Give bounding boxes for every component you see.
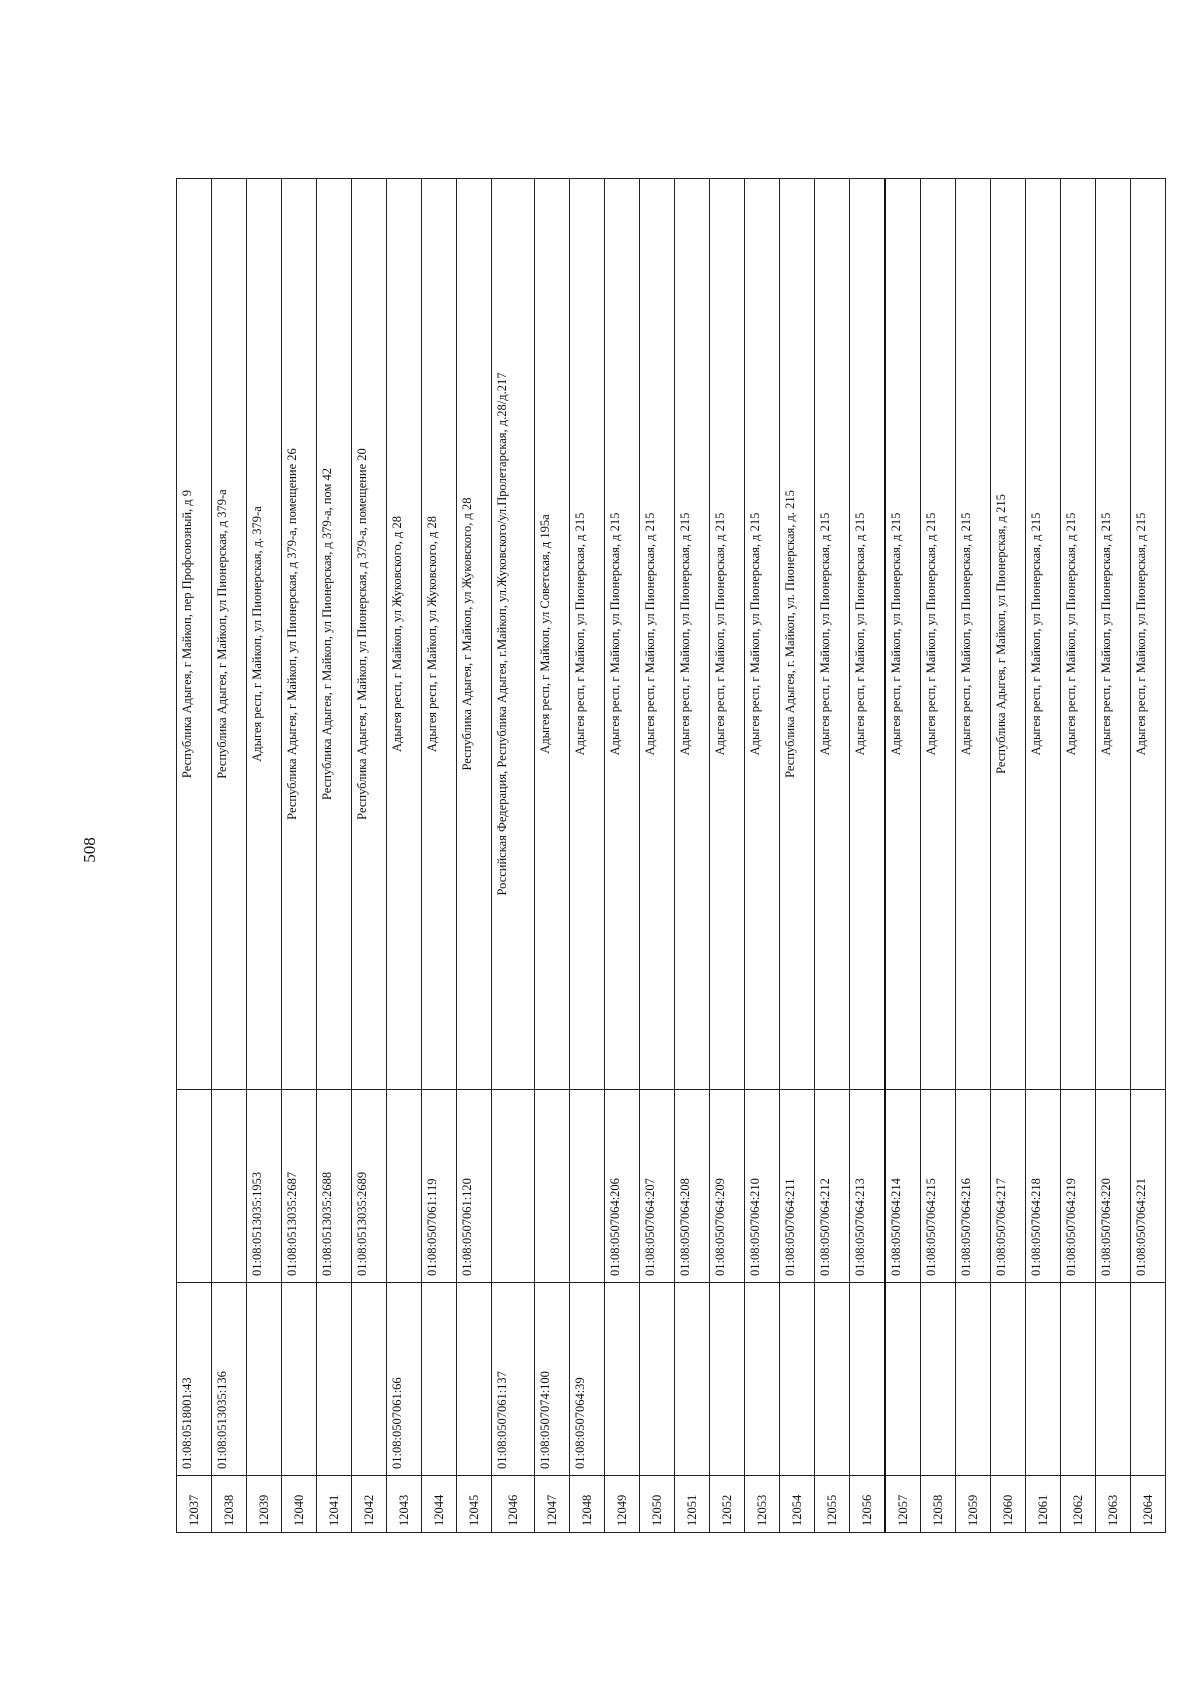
object-number-cell: 01:08:0513035:2688 (317, 1090, 352, 1283)
cadastral-table (176, 178, 1166, 1533)
object-number-cell: 01:08:0507064:209 (710, 1090, 745, 1283)
row-number-cell: 12063 (1096, 1476, 1131, 1533)
object-number-cell: 01:08:0513035:2689 (352, 1090, 387, 1283)
object-number-cell: 01:08:0507064:217 (991, 1090, 1026, 1283)
address-cell: Адыгея респ, г Майкоп, ул Советская, д 195а (535, 179, 570, 1090)
object-number-cell (535, 1090, 570, 1283)
object-number-cell: 01:08:0507064:220 (1096, 1090, 1131, 1283)
row-number-cell: 12046 (492, 1476, 535, 1533)
address-cell: Адыгея респ, г Майкоп, ул Пионерская, д 215 (850, 179, 886, 1090)
object-number-cell: 01:08:0507064:216 (956, 1090, 991, 1283)
object-number-cell: 01:08:0513035:1953 (247, 1090, 282, 1283)
parcel-number-cell (710, 1283, 745, 1476)
address-cell: Адыгея респ, г Майкоп, ул Жуковского, д 28 (387, 179, 422, 1090)
object-number-cell: 01:08:0507064:214 (885, 1090, 921, 1283)
row-number-cell: 12056 (850, 1476, 886, 1533)
parcel-number-cell (1026, 1283, 1061, 1476)
address-cell: Адыгея респ, г Майкоп, ул Пионерская, д 215 (815, 179, 850, 1090)
row-number-cell: 12054 (780, 1476, 815, 1533)
row-number-cell: 12041 (317, 1476, 352, 1533)
parcel-number-cell (605, 1283, 640, 1476)
table-row (710, 179, 745, 1533)
object-number-cell: 01:08:0507064:213 (850, 1090, 886, 1283)
parcel-number-cell: 01:08:0507061:66 (387, 1283, 422, 1476)
address-cell: Адыгея респ, г Майкоп, ул Жуковского, д 28 (422, 179, 457, 1090)
table-row (1061, 179, 1096, 1533)
parcel-number-cell (352, 1283, 387, 1476)
address-cell: Адыгея респ, г Майкоп, ул Пионерская, д 215 (885, 179, 921, 1090)
parcel-number-cell (317, 1283, 352, 1476)
address-cell: Адыгея респ, г Майкоп, ул Пионерская, д 215 (956, 179, 991, 1090)
address-cell: Республика Адыгея, г. Майкоп, ул. Пионерская, д. 215 (780, 179, 815, 1090)
parcel-number-cell (1096, 1283, 1131, 1476)
table-viewport (176, 178, 1155, 1533)
parcel-number-cell (422, 1283, 457, 1476)
row-number-cell: 12058 (921, 1476, 956, 1533)
table-row (422, 179, 457, 1533)
table-row (352, 179, 387, 1533)
address-cell: Адыгея респ, г Майкоп, ул Пионерская, д 215 (1026, 179, 1061, 1090)
table-row (492, 179, 535, 1533)
row-number-cell: 12042 (352, 1476, 387, 1533)
object-number-cell (387, 1090, 422, 1283)
row-number-cell: 12045 (457, 1476, 492, 1533)
address-cell: Адыгея респ, г Майкоп, ул Пионерская, д 215 (921, 179, 956, 1090)
address-cell: Адыгея респ, г Майкоп, ул Пионерская, д 215 (1096, 179, 1131, 1090)
table-row (177, 179, 212, 1533)
rotated-table-container (176, 178, 1155, 1533)
row-number-cell: 12048 (570, 1476, 605, 1533)
parcel-number-cell (1061, 1283, 1096, 1476)
address-cell: Республика Адыгея, г Майкоп, ул Жуковского, д 28 (457, 179, 492, 1090)
table-row (921, 179, 956, 1533)
parcel-number-cell (991, 1283, 1026, 1476)
row-number-cell: 12044 (422, 1476, 457, 1533)
table-row (317, 179, 352, 1533)
parcel-number-cell (745, 1283, 780, 1476)
table-row (387, 179, 422, 1533)
row-number-cell: 12040 (282, 1476, 317, 1533)
address-cell: Адыгея респ, г Майкоп, ул Пионерская, д 215 (1131, 179, 1166, 1090)
parcel-number-cell (956, 1283, 991, 1476)
parcel-number-cell (247, 1283, 282, 1476)
page-number: 508 (80, 837, 99, 863)
table-row (570, 179, 605, 1533)
row-number-cell: 12043 (387, 1476, 422, 1533)
address-cell: Российская Федерация, Республика Адыгея, г.Майкоп, ул.Жуковского/ул.Пролетарская, д.28/д.217 (492, 179, 535, 1090)
address-cell: Республика Адыгея, г Майкоп, ул Пионерская, д 215 (991, 179, 1026, 1090)
parcel-number-cell (780, 1283, 815, 1476)
table-row (675, 179, 710, 1533)
parcel-number-cell: 01:08:0507074:100 (535, 1283, 570, 1476)
object-number-cell: 01:08:0507064:212 (815, 1090, 850, 1283)
row-number-cell: 12037 (177, 1476, 212, 1533)
object-number-cell (492, 1090, 535, 1283)
address-cell: Адыгея респ, г Майкоп, ул Пионерская, д 215 (640, 179, 675, 1090)
table-row (282, 179, 317, 1533)
parcel-number-cell: 01:08:0507064:39 (570, 1283, 605, 1476)
address-cell: Республика Адыгея, г Майкоп, пер Профсоюзный, д 9 (177, 179, 212, 1090)
parcel-number-cell (921, 1283, 956, 1476)
table-body (177, 179, 1166, 1533)
table-row (850, 179, 886, 1533)
table-row (640, 179, 675, 1533)
object-number-cell: 01:08:0507064:221 (1131, 1090, 1166, 1283)
address-cell: Адыгея респ, г Майкоп, ул Пионерская, д 215 (605, 179, 640, 1090)
object-number-cell: 01:08:0507064:210 (745, 1090, 780, 1283)
object-number-cell (212, 1090, 247, 1283)
row-number-cell: 12057 (885, 1476, 921, 1533)
row-number-cell: 12047 (535, 1476, 570, 1533)
parcel-number-cell (640, 1283, 675, 1476)
parcel-number-cell (1131, 1283, 1166, 1476)
object-number-cell: 01:08:0507064:218 (1026, 1090, 1061, 1283)
row-number-cell: 12051 (675, 1476, 710, 1533)
object-number-cell: 01:08:0507064:219 (1061, 1090, 1096, 1283)
table-row (212, 179, 247, 1533)
object-number-cell: 01:08:0507061:120 (457, 1090, 492, 1283)
row-number-cell: 12061 (1026, 1476, 1061, 1533)
parcel-number-cell (815, 1283, 850, 1476)
parcel-number-cell: 01:08:0513035:136 (212, 1283, 247, 1476)
table-row (457, 179, 492, 1533)
address-cell: Адыгея респ, г Майкоп, ул Пионерская, д 215 (745, 179, 780, 1090)
object-number-cell (177, 1090, 212, 1283)
row-number-cell: 12052 (710, 1476, 745, 1533)
table-row (535, 179, 570, 1533)
row-number-cell: 12055 (815, 1476, 850, 1533)
table-row (1131, 179, 1166, 1533)
object-number-cell (570, 1090, 605, 1283)
table-row (1026, 179, 1061, 1533)
row-number-cell: 12038 (212, 1476, 247, 1533)
row-number-cell: 12039 (247, 1476, 282, 1533)
address-cell: Республика Адыгея, г Майкоп, ул Пионерская, д 379-а (212, 179, 247, 1090)
table-row (780, 179, 815, 1533)
row-number-cell: 12050 (640, 1476, 675, 1533)
parcel-number-cell (850, 1283, 886, 1476)
parcel-number-cell (885, 1283, 921, 1476)
object-number-cell: 01:08:0507064:206 (605, 1090, 640, 1283)
address-cell: Адыгея респ, г Майкоп, ул Пионерская, д 215 (710, 179, 745, 1090)
parcel-number-cell: 01:08:0507061:137 (492, 1283, 535, 1476)
table-row (885, 179, 921, 1533)
object-number-cell: 01:08:0507064:211 (780, 1090, 815, 1283)
table-row (745, 179, 780, 1533)
table-row (956, 179, 991, 1533)
row-number-cell: 12049 (605, 1476, 640, 1533)
address-cell: Республика Адыгея, г Майкоп, ул Пионерская, д 379-а, помещение 20 (352, 179, 387, 1090)
object-number-cell: 01:08:0507064:207 (640, 1090, 675, 1283)
object-number-cell: 01:08:0507064:208 (675, 1090, 710, 1283)
object-number-cell: 01:08:0513035:2687 (282, 1090, 317, 1283)
address-cell: Адыгея респ, г Майкоп, ул Пионерская, д 215 (570, 179, 605, 1090)
parcel-number-cell (457, 1283, 492, 1476)
table-row (247, 179, 282, 1533)
address-cell: Республика Адыгея, г Майкоп, ул Пионерская, д 379-а, пом 42 (317, 179, 352, 1090)
row-number-cell: 12064 (1131, 1476, 1166, 1533)
row-number-cell: 12060 (991, 1476, 1026, 1533)
parcel-number-cell (282, 1283, 317, 1476)
row-number-cell: 12053 (745, 1476, 780, 1533)
object-number-cell: 01:08:0507064:215 (921, 1090, 956, 1283)
row-number-cell: 12062 (1061, 1476, 1096, 1533)
address-cell: Адыгея респ, г Майкоп, ул Пионерская, д 215 (1061, 179, 1096, 1090)
row-number-cell: 12059 (956, 1476, 991, 1533)
address-cell: Адыгея респ, г Майкоп, ул Пионерская, д. 379-а (247, 179, 282, 1090)
parcel-number-cell (675, 1283, 710, 1476)
object-number-cell: 01:08:0507061:119 (422, 1090, 457, 1283)
table-row (815, 179, 850, 1533)
table-row (1096, 179, 1131, 1533)
parcel-number-cell: 01:08:0518001:43 (177, 1283, 212, 1476)
table-row (991, 179, 1026, 1533)
address-cell: Республика Адыгея, г Майкоп, ул Пионерская, д 379-а, помещение 26 (282, 179, 317, 1090)
table-row (605, 179, 640, 1533)
address-cell: Адыгея респ, г Майкоп, ул Пионерская, д 215 (675, 179, 710, 1090)
